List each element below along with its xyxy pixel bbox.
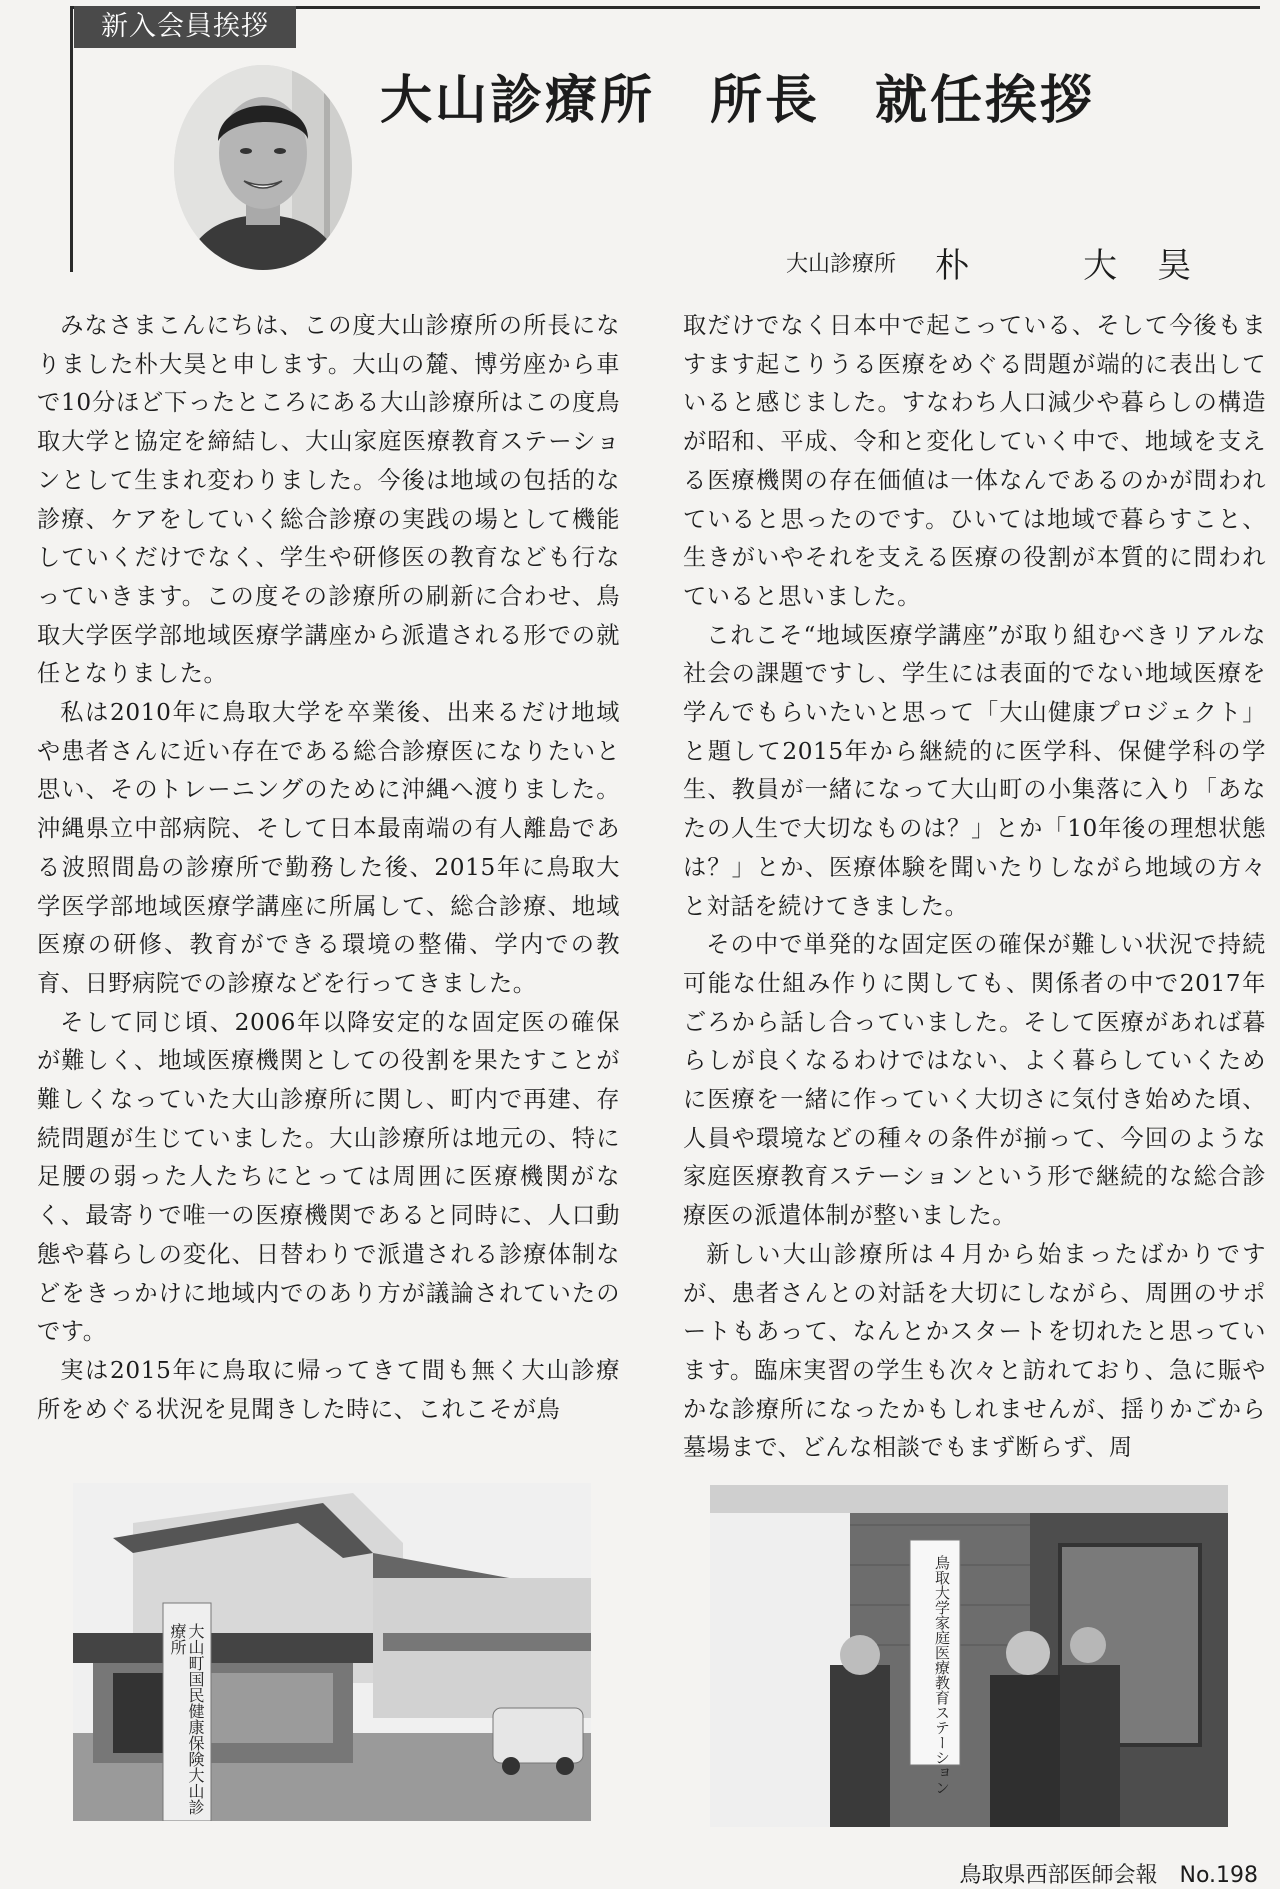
article-paragraph: 実は2015年に鳥取に帰ってきて間も無く大山診療所をめぐる状況を見聞きした時に、これこそが鳥 — [37, 1356, 620, 1423]
byline — [786, 238, 1195, 286]
clinic-building-photo — [73, 1483, 591, 1821]
article-paragraph: みなさまこんにちは、この度大山診療所の所長になりました朴大昊と申します。大山の麓、博労座から車で10分ほど下ったところにある大山診療所はこの度鳥取大学と協定を締結し、大山家庭医療教育ステーションとして生まれ変わりました。今後は地域の包括的な診療、ケアをしていく総合診療の実践の場として機能していくだけでなく、学生や研修医の教育なども行なっていきます。この度その診療所の刷新に合わせ、鳥取大学医学部地域医療学講座から派遣される形での就任となりました。 — [37, 312, 620, 688]
article-paragraph: 取だけでなく日本中で起こっている、そして今後もますます起こりうる医療をめぐる問題が端的に表出していると感じました。すなわち人口減少や暮らしの構造が昭和、平成、令和と変化していく中で、地域を支える医療機関の存在価値は一体なんであるのかが問われていると思ったのです。ひいては地域で暮らすこと、生きがいやそれを支える医療の役割が本質的に問われていると思いました。 — [683, 312, 1266, 610]
article-paragraph: その中で単発的な固定医の確保が難しい状況で持続可能な仕組み作りに関しても、関係者の中で2017年ごろから話し合っていました。そして医療があれば暮らしが良くなるわけではない、よく暮らしていくために医療を一緒に作っていく大切さに気付き始めた頃、人員や環境などの種々の条件が揃って、今回のような家庭医療教育ステーションという形で継続的な総合診療医の派遣体制が整いました。 — [683, 931, 1266, 1230]
article-column-left — [37, 307, 620, 1429]
article-paragraph: そして同じ頃、2006年以降安定的な固定医の確保が難しく、地域医療機関としての役割を果たすことが難しくなっていた大山診療所に関し、町内で再建、存続問題が生じていました。大山診療所は地元の、特に足腰の弱った人たちにとっては周囲に医療機関がなく、最寄りで唯一の医療機関であると同時に、人口動態や暮らしの変化、日替わりで派遣される診療体制などをきっかけに地域内でのあり方が議論されていたのです。 — [37, 1008, 620, 1346]
header-side-rule — [70, 6, 73, 272]
byline-organization: 大山診療所 — [786, 252, 897, 277]
byline-author-name: 朴 大 昊 — [935, 246, 1195, 286]
ceremony-sign: 鳥取大学家庭医療教育ステーション — [933, 1555, 951, 1795]
ceremony-photo — [710, 1485, 1228, 1827]
page-title: 大山診療所 所長 就任挨拶 — [380, 70, 1096, 131]
section-tag: 新入会員挨拶 — [74, 6, 296, 48]
article-paragraph: これこそ“地域医療学講座”が取り組むべきリアルな社会の課題ですし、学生には表面的でない地域医療を学んでもらいたいと思って「大山健康プロジェクト」と題して2015年から継続的に医学科、保健学科の学生、教員が一緒になって大山町の小集落に入り「あなたの人生で大切なものは？」とか「10年後の理想状態は？」とか、医療体験を聞いたりしながら地域の方々と対話を続けてきました。 — [683, 621, 1266, 920]
journal-footer: 鳥取県西部医師会報 No.198 — [959, 1863, 1258, 1888]
author-portrait — [174, 65, 352, 270]
author-portrait-image — [174, 65, 352, 270]
article-column-right — [683, 307, 1266, 1468]
clinic-sign: 大山町国民健康保険大山診療所 — [168, 1623, 205, 1815]
article-paragraph: 私は2010年に鳥取大学を卒業後、出来るだけ地域や患者さんに近い存在である総合診療医になりたいと思い、そのトレーニングのために沖縄へ渡りました。沖縄県立中部病院、そして日本最南端の有人離島である波照間島の診療所で勤務した後、2015年に鳥取大学医学部地域医療学講座に所属して、総合診療、地域医療の研修、教育ができる環境の整備、学内での教育、日野病院での診療などを行ってきました。 — [37, 699, 620, 997]
article-paragraph: 新しい大山診療所は４月から始まったばかりですが、患者さんとの対話を大切にしながら、周囲のサポートもあって、なんとかスタートを切れたと思っています。臨床実習の学生も次々と訪れており、急に賑やかな診療所になったかもしれませんが、揺りかごから墓場まで、どんな相談でもまず断らず、周 — [683, 1240, 1266, 1462]
